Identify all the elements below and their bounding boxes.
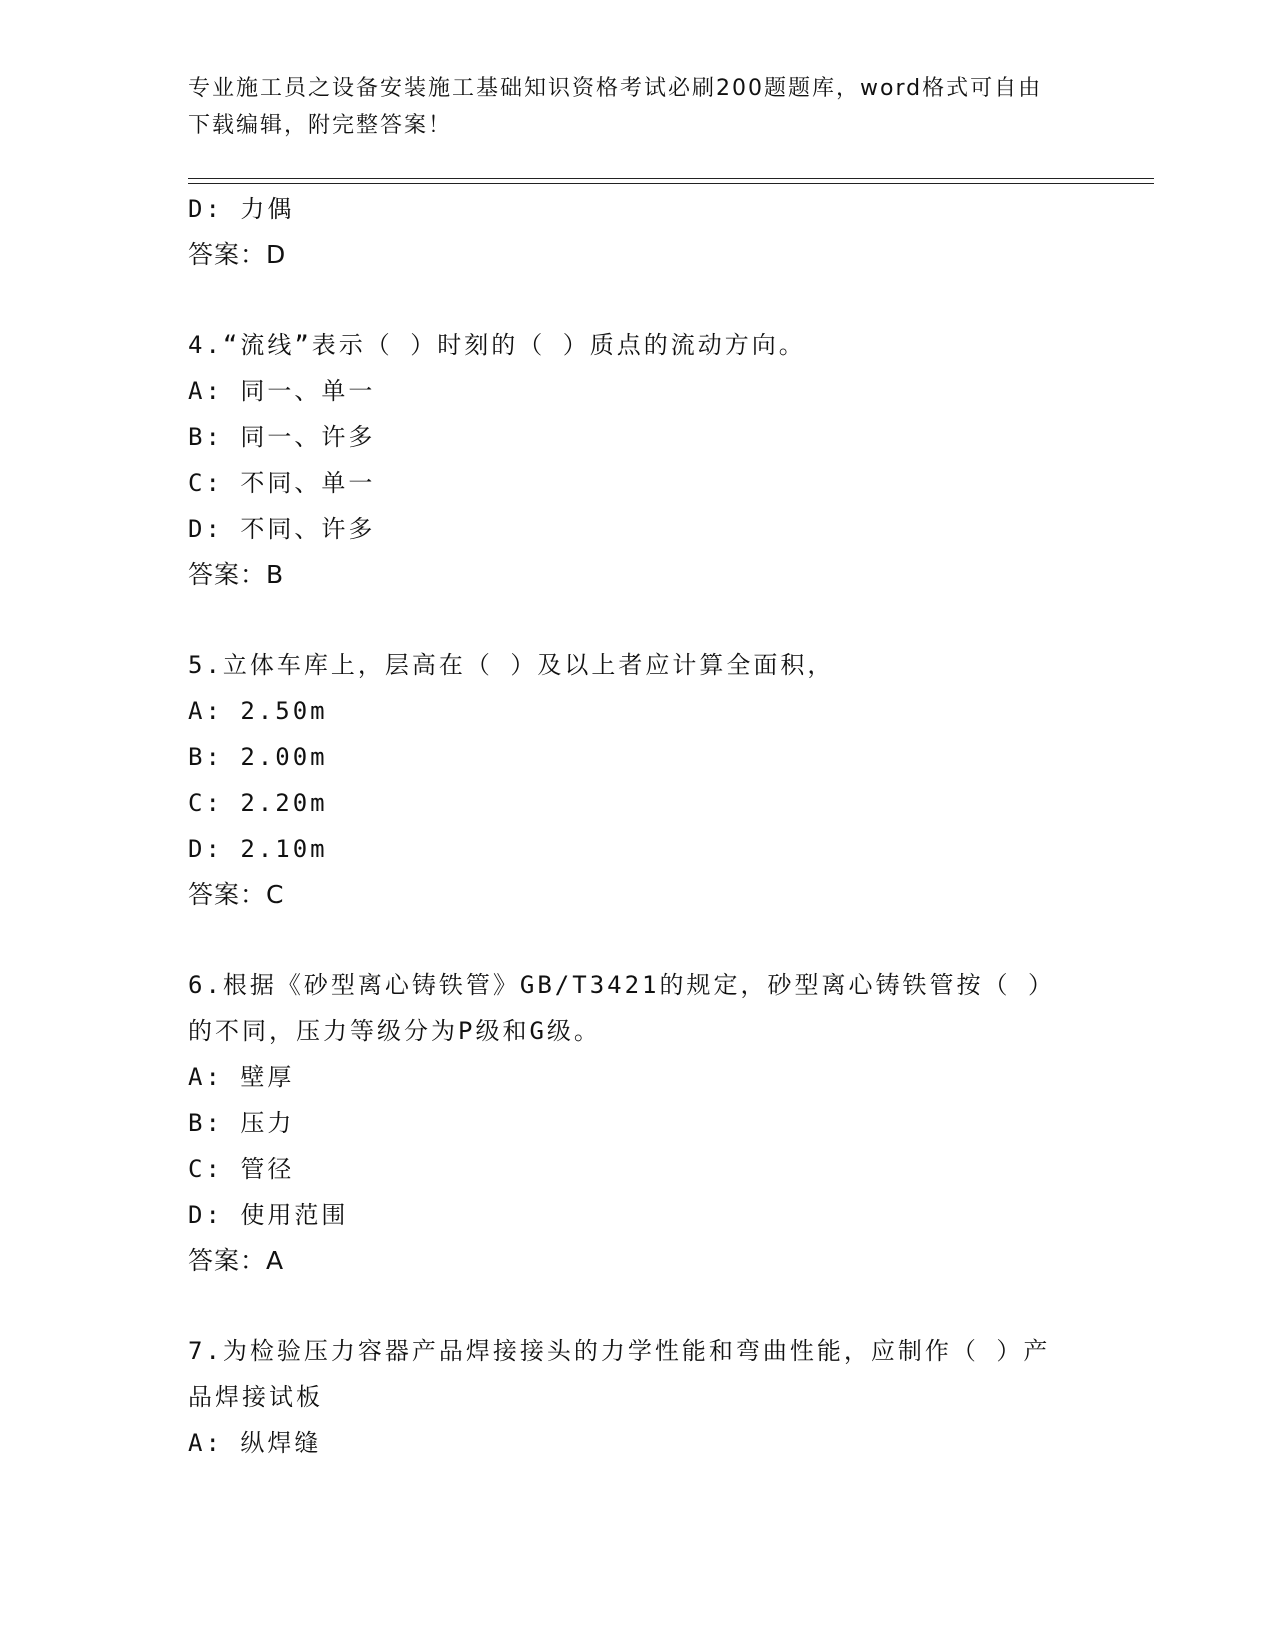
option-c: C: 管径 [188, 1155, 295, 1183]
document-header [188, 70, 1088, 144]
question-text: 7.为检验压力容器产品焊接接头的力学性能和弯曲性能，应制作（ ）产品焊接试板 [188, 1337, 1051, 1411]
header-title-line-1: 专业施工员之设备安装施工基础知识资格考试必刷200题题库，word格式可自由 [188, 76, 1043, 101]
option-d: D: 力偶 [188, 195, 295, 223]
question-7 [188, 1328, 1088, 1466]
option-b: B: 压力 [188, 1109, 295, 1137]
header-divider [188, 178, 1154, 184]
answer-line: 答案：B [188, 560, 285, 589]
answer-line: 答案：C [188, 880, 285, 909]
question-list [188, 186, 1088, 1466]
question-6 [188, 962, 1088, 1284]
option-a: A: 2.50m [188, 697, 328, 725]
header-title-line-2: 下载编辑，附完整答案！ [188, 113, 453, 138]
option-b: B: 同一、许多 [188, 423, 376, 451]
answer-line: 答案：D [188, 240, 287, 269]
option-d: D: 2.10m [188, 835, 328, 863]
question-5 [188, 642, 1088, 918]
question-text: 4.“流线”表示（ ）时刻的（ ）质点的流动方向。 [188, 331, 806, 359]
option-d: D: 使用范围 [188, 1201, 349, 1229]
option-c: C: 不同、单一 [188, 469, 376, 497]
question-4 [188, 322, 1088, 598]
option-a: A: 壁厚 [188, 1063, 295, 1091]
option-a: A: 纵焊缝 [188, 1429, 322, 1457]
option-d: D: 不同、许多 [188, 515, 376, 543]
option-a: A: 同一、单一 [188, 377, 376, 405]
option-b: B: 2.00m [188, 743, 328, 771]
question-text: 5.立体车库上，层高在（ ）及以上者应计算全面积， [188, 651, 835, 679]
answer-line: 答案：A [188, 1246, 285, 1275]
question-text: 6.根据《砂型离心铸铁管》GB/T3421的规定，砂型离心铸铁管按（ ）的不同，压力等级分为P级和G级。 [188, 971, 1055, 1045]
option-c: C: 2.20m [188, 789, 328, 817]
question-3-partial [188, 186, 1088, 278]
